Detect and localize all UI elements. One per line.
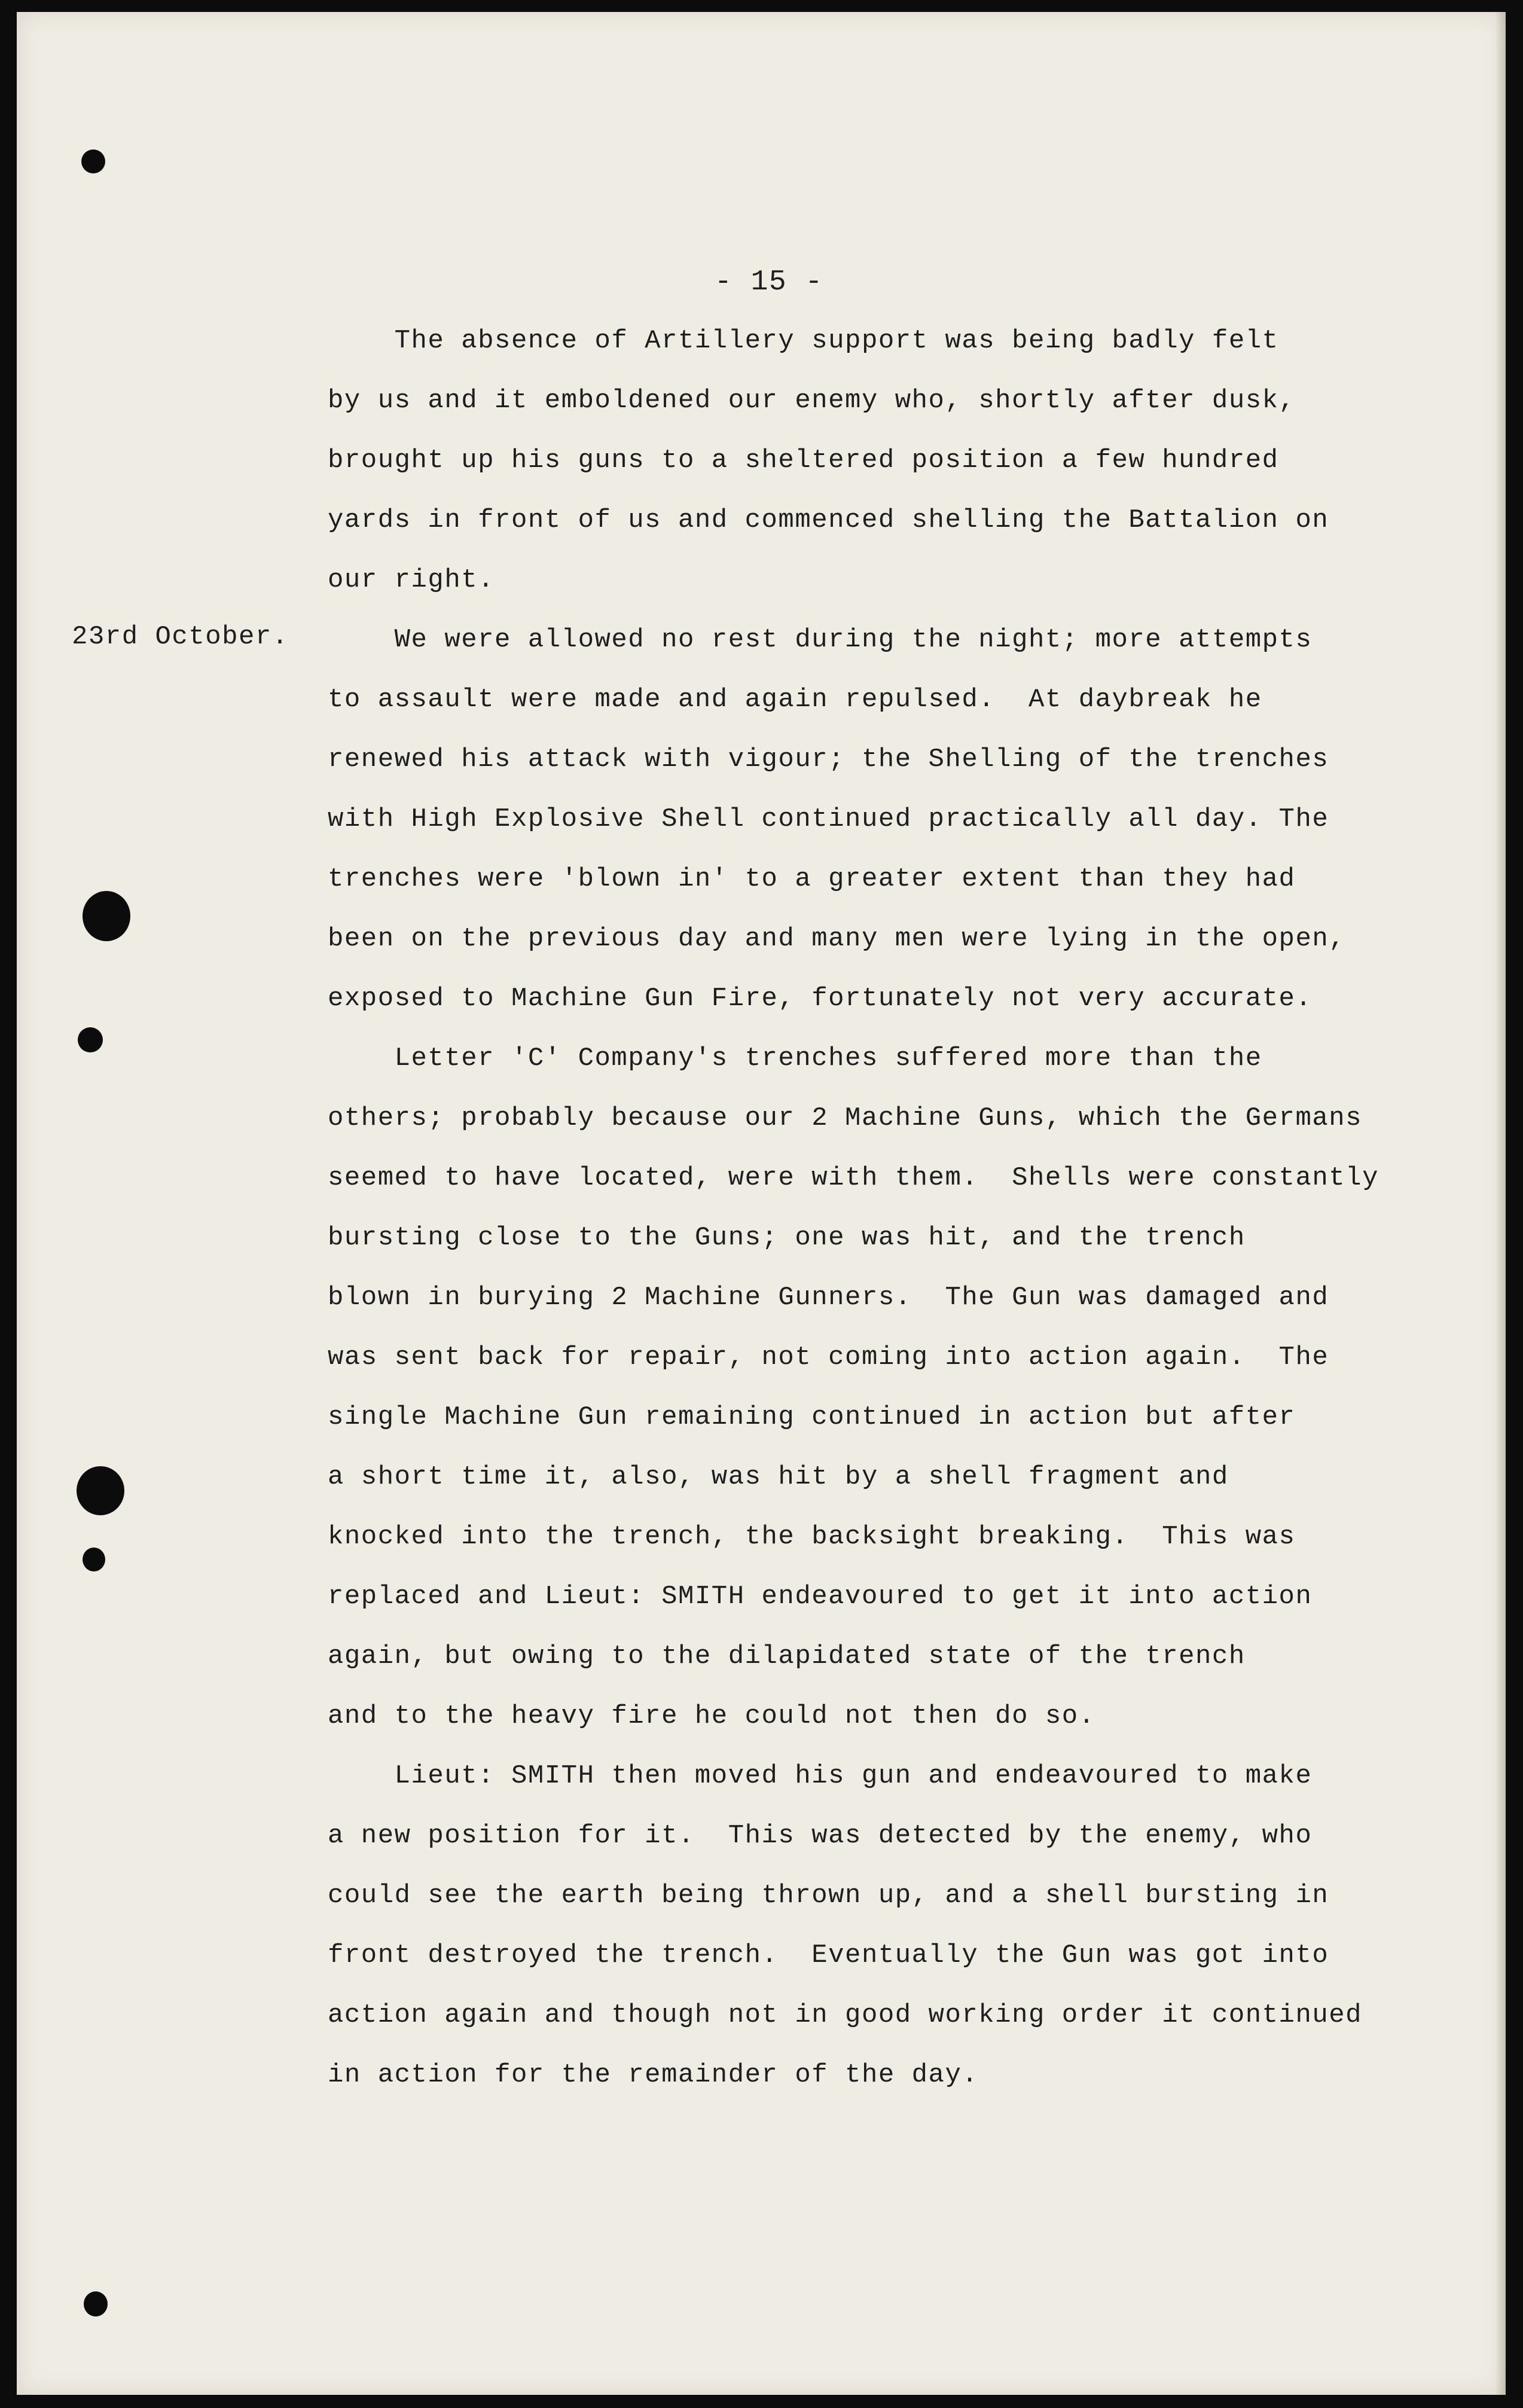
text-line: We were allowed no rest during the night; more attempts (328, 625, 1313, 655)
text-line: renewed his attack with vigour; the Shelling of the trenches (328, 744, 1329, 774)
text-line: yards in front of us and commenced shelling the Battalion on (328, 505, 1329, 535)
text-line: with High Explosive Shell continued practically all day. The (328, 804, 1329, 834)
text-line: others; probably because our 2 Machine Guns, which the Germans (328, 1103, 1363, 1133)
text-line: Lieut: SMITH then moved his gun and endeavoured to make (328, 1761, 1313, 1791)
punch-hole (84, 2291, 108, 2317)
text-line: knocked into the trench, the backsight breaking. This was (328, 1522, 1296, 1552)
punch-hole (83, 891, 130, 941)
text-line: was sent back for repair, not coming into action again. The (328, 1342, 1329, 1372)
text-line: action again and though not in good working order it continued (328, 2000, 1363, 2030)
punch-hole (83, 1548, 105, 1571)
text-line: blown in burying 2 Machine Gunners. The Gun was damaged and (328, 1283, 1329, 1313)
text-line: bursting close to the Guns; one was hit, and the trench (328, 1223, 1246, 1253)
document-page (17, 12, 1506, 2395)
text-line: again, but owing to the dilapidated state of the trench (328, 1641, 1246, 1671)
punch-hole (78, 1027, 103, 1052)
text-line: and to the heavy fire he could not then do so. (328, 1701, 1095, 1731)
text-line: by us and it emboldened our enemy who, shortly after dusk, (328, 386, 1296, 416)
text-line: in action for the remainder of the day. (328, 2060, 979, 2090)
text-line: brought up his guns to a sheltered position a few hundred (328, 445, 1279, 475)
text-line: been on the previous day and many men were lying in the open, (328, 924, 1346, 954)
text-line: exposed to Machine Gun Fire, fortunately not very accurate. (328, 984, 1313, 1014)
text-line: could see the earth being thrown up, and a shell bursting in (328, 1881, 1329, 1910)
text-line: single Machine Gun remaining continued in action but after (328, 1402, 1296, 1432)
text-line: replaced and Lieut: SMITH endeavoured to get it into action (328, 1582, 1313, 1612)
margin-date-note: 23rd October. (72, 622, 289, 652)
text-line: seemed to have located, were with them. Shells were constantly (328, 1163, 1379, 1193)
text-line: trenches were 'blown in' to a greater extent than they had (328, 864, 1296, 894)
punch-hole (77, 1466, 124, 1515)
text-line: The absence of Artillery support was being badly felt (328, 326, 1279, 356)
punch-hole (81, 149, 105, 173)
text-line: front destroyed the trench. Eventually the Gun was got into (328, 1940, 1329, 1970)
text-line: our right. (328, 565, 495, 595)
text-line: to assault were made and again repulsed. At daybreak he (328, 685, 1262, 715)
page-number: - 15 - (715, 266, 823, 298)
text-line: Letter 'C' Company's trenches suffered more than the (328, 1043, 1262, 1073)
paper-edge-shadow (1495, 12, 1506, 2395)
text-line: a short time it, also, was hit by a shell fragment and (328, 1462, 1229, 1492)
text-line: a new position for it. This was detected by the enemy, who (328, 1821, 1313, 1851)
